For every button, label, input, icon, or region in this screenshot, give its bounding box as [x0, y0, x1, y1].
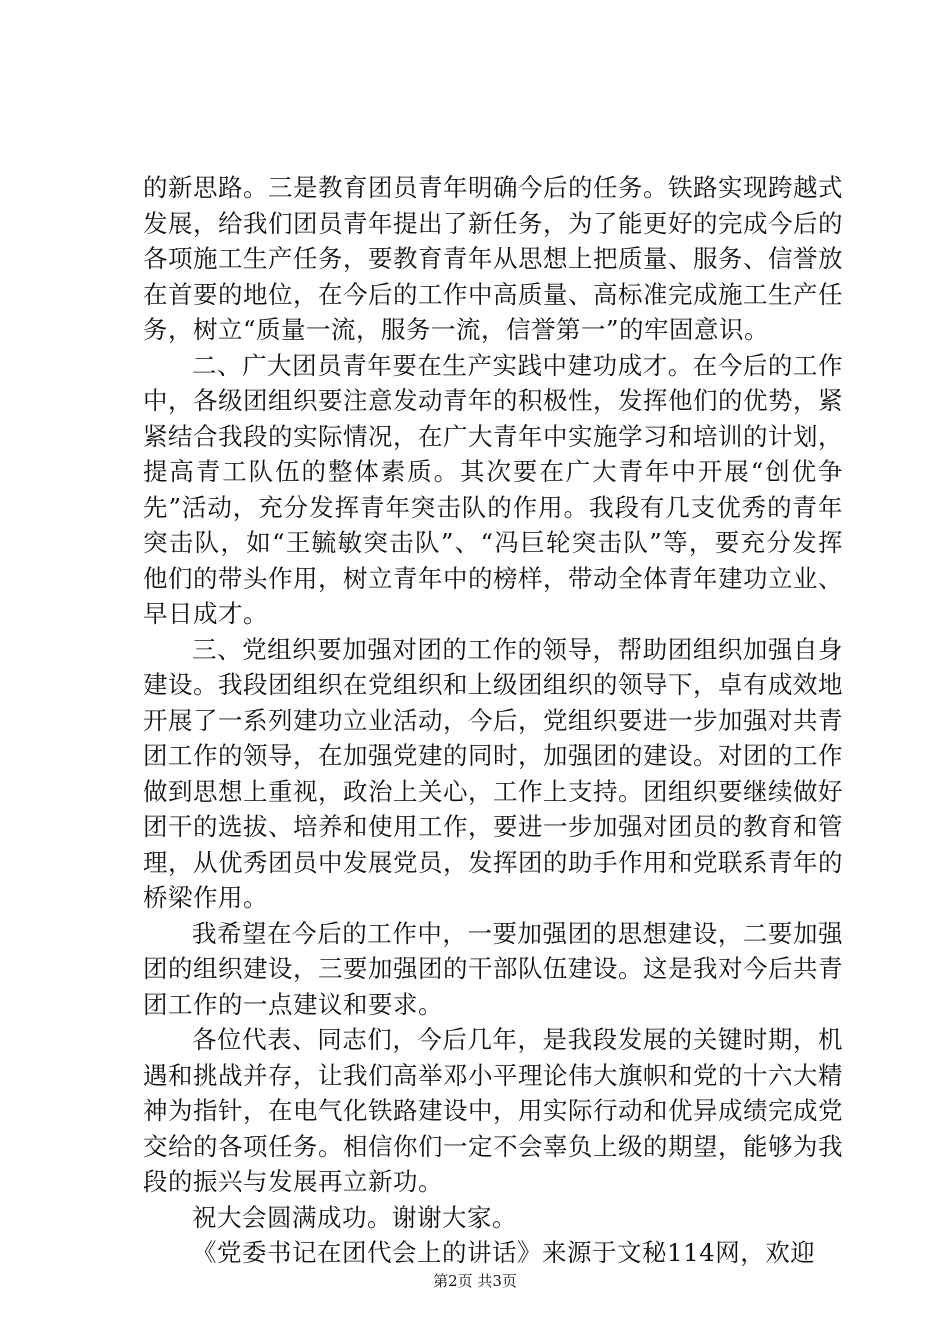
page-number-footer: 第2页 共3页 [433, 1272, 517, 1290]
document-body [143, 170, 843, 1271]
paragraph-source-note: 《党委书记在团代会上的讲话》来源于文秘114网，欢迎 [192, 1238, 816, 1267]
paragraph-address: 各位代表、同志们，今后几年，是我段发展的关键时期，机遇和挑战并存，让我们高举邓小平理论伟大旗帜和党的十六大精神为指针，在电气化铁路建设中，用实际行动和优异成绩完成党交给的各项任务。相信你们一定不会辜负上级的期望，能够为我段的振兴与发展再立新功。 [143, 1025, 843, 1196]
paragraph-point-three: 三、党组织要加强对团的工作的领导，帮助团组织加强自身建设。我段团组织在党组织和上级团组织的领导下，卓有成效地开展了一系列建功立业活动，今后，党组织要进一步加强对共青团工作的领导，在加强党建的同时，加强团的建设。对团的工作做到思想上重视，政治上关心，工作上支持。团组织要继续做好团干的选拔、培养和使用工作，要进一步加强对团员的教育和管理，从优秀团员中发展党员，发挥团的助手作用和党联系青年的桥梁作用。 [143, 634, 843, 912]
paragraph-closing: 祝大会圆满成功。谢谢大家。 [192, 1202, 517, 1232]
paragraph-hope: 我希望在今后的工作中，一要加强团的思想建设，二要加强团的组织建设，三要加强团的干部队伍建设。这是我对今后共青团工作的一点建议和要求。 [143, 918, 843, 1019]
paragraph-point-two: 二、广大团员青年要在生产实践中建功成才。在今后的工作中，各级团组织要注意发动青年的积极性，发挥他们的优势，紧紧结合我段的实际情况，在广大青年中实施学习和培训的计划，提高青工队伍的整体素质。其次要在广大青年中开展“创优争先”活动，充分发挥青年突击队的作用。我段有几支优秀的青年突击队，如“王毓敏突击队”、“冯巨轮突击队”等，要充分发挥他们的带头作用，树立青年中的榜样，带动全体青年建功立业、早日成才。 [143, 350, 843, 628]
paragraph-continuation: 的新思路。三是教育团员青年明确今后的任务。铁路实现跨越式发展，给我们团员青年提出了新任务，为了能更好的完成今后的各项施工生产任务，要教育青年从思想上把质量、服务、信誉放在首要的地位，在今后的工作中高质量、高标准完成施工生产任务，树立“质量一流，服务一流，信誉第一”的牢固意识。 [143, 173, 843, 344]
